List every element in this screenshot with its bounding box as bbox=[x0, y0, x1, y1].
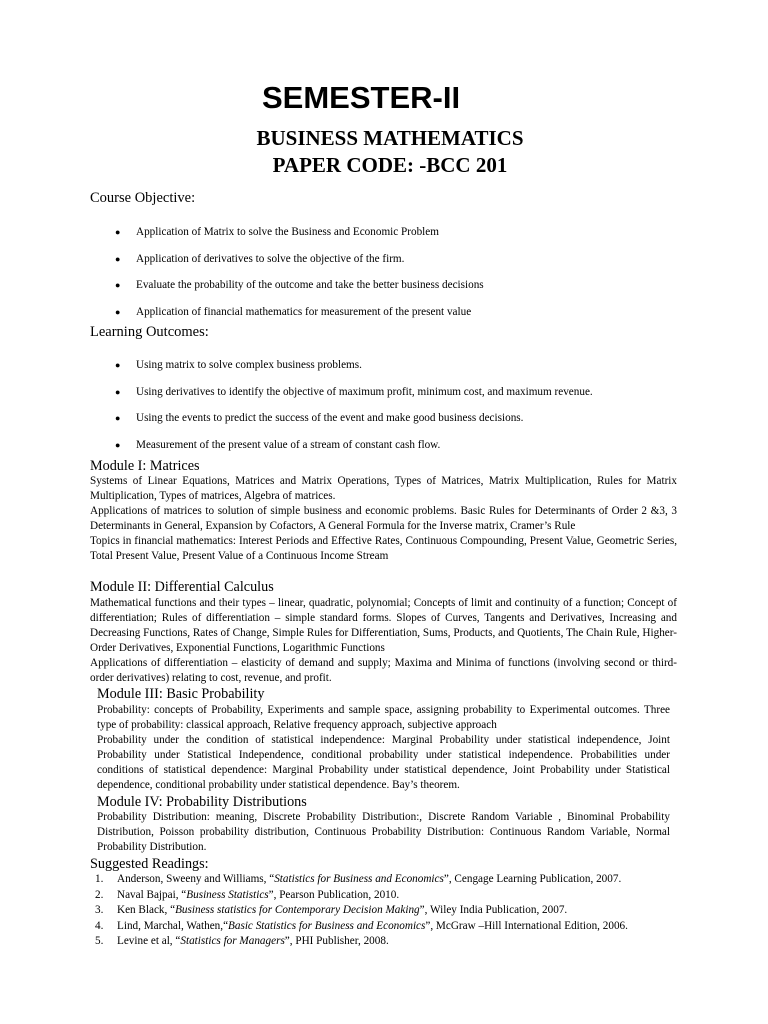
reading-authors: Levine et al, “ bbox=[117, 935, 181, 947]
module-paragraph: Probability under the condition of statistical independence: Marginal Probability under statistical independence, Joint Probability under Statistical Independence, conditional probability under statistical independence. Probabilities under conditions of statistical dependence: Marginal Probability under statistical dependence, Joint Probability under Statistical dependence, conditional probability under statistical dependence. Bay’s theorem. bbox=[97, 733, 670, 791]
module-1-body bbox=[90, 474, 677, 563]
reading-title: Basic Statistics for Business and Economics bbox=[228, 919, 426, 932]
module-paragraph: Mathematical functions and their types – linear, quadratic, polynomial; Concepts of limit and continuity of a function; Concept of differentiation; Rules of differentiation – simple standard forms. Slopes of Curves, Tangents and Derivatives, Increasing and Decreasing Functions, Rates of Change, Simple Rules for Differentiation, Sums, Products, and Quotients, The Chain Rule, Higher-Order Derivatives, Exponential Functions, Logarithmic Functions bbox=[90, 597, 677, 654]
reading-title: Statistics for Managers bbox=[180, 935, 285, 947]
module-paragraph: Topics in financial mathematics: Interest Periods and Effective Rates, Continuous Compounding, Present Value, Geometric Series, Total Present Value, Present Value of a Continuous Income Stream bbox=[90, 534, 677, 562]
module-paragraph: Probability Distribution: meaning, Discrete Probability Distribution:, Discrete Random Variable , Binominal Probability Distribution, Poisson probability distribution, Continuous Probability Distribution: Continuous Random Variable, Normal Probability Distribution. bbox=[97, 811, 670, 853]
list-item bbox=[95, 872, 677, 887]
module-3-title: Module III: Basic Probability bbox=[97, 686, 265, 702]
reading-publisher: ”, Cengage Learning Publication, 2007. bbox=[443, 873, 622, 885]
suggested-readings-list bbox=[95, 872, 677, 950]
list-item: ● Evaluate the probability of the outcome and take the better business decisions bbox=[115, 278, 484, 305]
reading-title: Business Statistics bbox=[186, 888, 269, 901]
list-item bbox=[95, 934, 677, 949]
module-3-body bbox=[97, 703, 670, 792]
semester-title: SEMESTER-II bbox=[262, 80, 461, 115]
module-paragraph: Applications of matrices to solution of simple business and economic problems. Basic Rules for Determinants of Order 2 &3, 3 Determinants in General, Expansion by Cofactors, A General Formula for the Inverse matrix, Cramer’s Rule bbox=[90, 504, 677, 532]
list-item bbox=[95, 919, 677, 934]
reading-number: 2. bbox=[95, 888, 104, 901]
reading-number: 4. bbox=[95, 919, 104, 932]
reading-authors: Lind, Marchal, Wathen,“ bbox=[117, 919, 229, 932]
reading-publisher: ”, Wiley India Publication, 2007. bbox=[419, 904, 568, 916]
reading-title: Business statistics for Contemporary Decision Making bbox=[175, 904, 420, 916]
list-item: ● Using matrix to solve complex business problems. bbox=[115, 358, 593, 385]
list-item: ● Application of derivatives to solve the objective of the firm. bbox=[115, 252, 484, 279]
reading-number: 5. bbox=[95, 935, 104, 947]
suggested-readings-heading: Suggested Readings: bbox=[90, 856, 209, 872]
subject-title: BUSINESS MATHEMATICS bbox=[256, 126, 524, 150]
reading-publisher: ”, PHI Publisher, 2008. bbox=[284, 935, 389, 947]
reading-title: Statistics for Business and Economics bbox=[274, 873, 444, 885]
list-item: ● Using derivatives to identify the objective of maximum profit, minimum cost, and maximum revenue. bbox=[115, 385, 593, 412]
reading-authors: Anderson, Sweeny and Williams, “ bbox=[117, 873, 275, 885]
list-item: ● Application of financial mathematics for measurement of the present value bbox=[115, 305, 484, 332]
module-2-body bbox=[90, 596, 677, 685]
learning-outcomes-heading: Learning Outcomes: bbox=[90, 324, 209, 340]
module-4-body bbox=[97, 810, 670, 855]
reading-number: 3. bbox=[95, 904, 104, 916]
list-item bbox=[95, 888, 677, 903]
module-paragraph: Probability: concepts of Probability, Experiments and sample space, assigning probability to Experimental outcomes. Three type of probability: classical approach, Relative frequency approach, subjective approach bbox=[97, 704, 670, 731]
course-objective-list bbox=[115, 225, 484, 331]
reading-authors: Ken Black, “ bbox=[117, 904, 176, 916]
module-paragraph: Systems of Linear Equations, Matrices and Matrix Operations, Types of Matrices, Matrix Multiplication, Rules for Matrix Multiplication, Types of matrices, Algebra of matrices. bbox=[90, 475, 677, 502]
reading-publisher: ”, Pearson Publication, 2010. bbox=[268, 888, 400, 901]
list-item: ● Measurement of the present value of a stream of constant cash flow. bbox=[115, 438, 593, 465]
module-1-title: Module I: Matrices bbox=[90, 458, 200, 474]
subject-header bbox=[0, 125, 768, 179]
reading-authors: Naval Bajpai, “ bbox=[117, 888, 187, 901]
module-paragraph: Applications of differentiation – elasticity of demand and supply; Maxima and Minima of functions (involving second or third-order derivatives) relating to cost, revenue, and profit. bbox=[90, 656, 677, 684]
learning-outcomes-list bbox=[115, 358, 593, 464]
module-2-title: Module II: Differential Calculus bbox=[90, 579, 274, 595]
course-objective-heading: Course Objective: bbox=[90, 190, 196, 206]
list-item: ● Application of Matrix to solve the Business and Economic Problem bbox=[115, 225, 484, 252]
reading-publisher: ”, McGraw –Hill International Edition, 2006. bbox=[425, 919, 628, 932]
reading-number: 1. bbox=[95, 873, 104, 885]
list-item bbox=[95, 903, 677, 918]
module-4-title: Module IV: Probability Distributions bbox=[97, 794, 307, 810]
paper-code: PAPER CODE: -BCC 201 bbox=[272, 153, 508, 177]
list-item: ● Using the events to predict the success of the event and make good business decisions. bbox=[115, 411, 593, 438]
